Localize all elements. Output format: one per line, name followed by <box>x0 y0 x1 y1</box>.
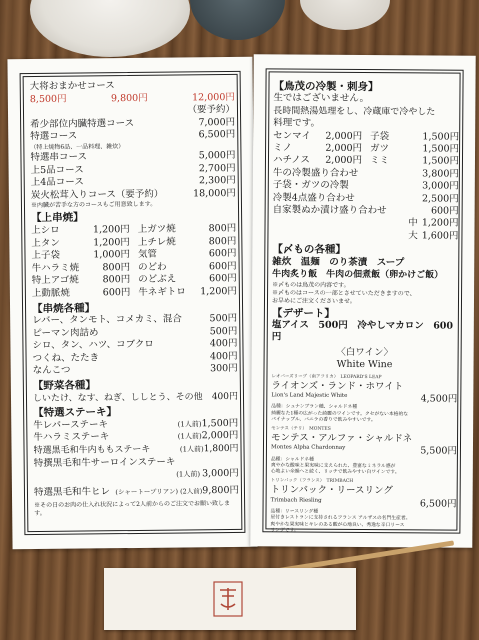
cold-row: 牛の冷製盛り合わせ 3,800円 <box>272 167 459 180</box>
kushi-row: シロ、タン、ハツ、コブクロ 400円 <box>32 338 238 352</box>
jo-row: 特上アゴ焼 800円 のどぶえ 600円 <box>31 273 237 287</box>
course-footnote: ※内臓が苦手な方のコースもご用意致します。 <box>30 201 157 210</box>
right-content <box>270 78 459 535</box>
restaurant-logo-icon <box>212 580 244 618</box>
section-tori-cold: 【鳥茂の冷製・刺身】 <box>273 80 379 94</box>
cold-row: 冷製4点盛り合わせ 2,500円 <box>272 192 459 205</box>
rice-row: 中 1,200円 <box>408 217 459 230</box>
wine-name: ライオンズ・ランド・ホワイト <box>271 379 404 392</box>
section-kushi: 【串焼各種】 <box>31 301 96 315</box>
intro-line: 生ではございません。 <box>273 92 370 105</box>
section-jo-kushi: 【上串焼】 <box>31 211 84 225</box>
course-row: 上4品コース 2,300円 <box>30 175 236 189</box>
omakase-note: （要予約） <box>187 104 236 116</box>
intro-line: 料理です。 <box>273 117 321 129</box>
kushi-row: つくね、たたき 400円 <box>32 350 238 364</box>
menu-right-page <box>250 54 475 548</box>
jo-row: 上動脈焼 600円 牛ネギトロ 1,200円 <box>31 285 237 299</box>
jo-row: 上シロ 1,200円 上ガツ焼 800円 <box>31 222 237 236</box>
course-row: 特選串コース 5,000円 <box>30 149 236 164</box>
steak-row: 牛レバーステーキ (1人前) 1,500円 <box>33 417 239 431</box>
course-note: （特上焼物6品、一品料理、雑炊） <box>30 143 125 152</box>
shime-line: 牛肉炙り飯 牛肉の佃煮飯（卵かけご飯） <box>272 269 444 281</box>
wine-heading-jp: 〈白ワイン〉 <box>336 346 394 358</box>
wine-entry: トリンバック（フランス） TRIMBACH トリンバック・リースリング Trimbach Riesling 6,500円 品種：リースリング種 星付きレストランに支持されるフランス アルザスの名門生産者。 爽やかな果実味とキレのある酸が心地良い、秀逸な辛口リース リングです。 <box>270 478 457 534</box>
dessert-line: 塩アイス 500円 冷やしマカロン 600円 <box>271 319 454 343</box>
yasai-row: しいたけ、なす、ねぎ、ししとう、その他 400円 <box>32 391 239 404</box>
chopstick-sleeve <box>104 568 356 630</box>
wine-heading-en: White Wine <box>336 358 393 371</box>
left-content <box>30 79 240 519</box>
course-row: 希少部位内臓特選コース 7,000円 <box>30 116 236 130</box>
steak-row: 特選黒毛和牛内ももステーキ (1人前) 1,800円 <box>33 443 239 457</box>
shime-line: 雑炊 温麺 のり茶漬 スープ <box>272 256 405 268</box>
wine-entry: レオパーズリープ（南アフリカ） LEOPARD'S LEAP ライオンズ・ランド・ホワイト Lion's Land Majestic White 4,500円 品種：シュナンブラン種、シャルドネ種 綺麗なた1種の広がった綺麗のワインです。クセがない本格的な パイナップル、バニラの香りで飲みやすいです。 <box>271 373 458 423</box>
steak-row: 牛ハラミステーキ (1人前) 2,000円 <box>33 430 239 444</box>
section-steak: 【特選ステーキ】 <box>33 406 118 420</box>
steak-row: 特選黒毛和牛ヒレ (シャートーブリアン) (2人前) 9,800円 <box>33 484 240 498</box>
shime-note: ※〆ものは鳥茂の内容です。 <box>272 280 350 289</box>
wine-name: モンテス・アルファ・シャルドネ <box>271 432 413 445</box>
menu-footer-note: ※その日のお肉の仕入れ状況によって2人前からのご注文でお願い致します。 <box>34 500 230 518</box>
cold-row: 子袋・ガツの冷製 3,000円 <box>272 179 459 192</box>
jo-row: 上タン 1,200円 上チレ焼 800円 <box>31 235 237 249</box>
kushi-row: なんこつ 300円 <box>32 363 238 377</box>
kushi-row: ピーマン肉詰め 500円 <box>32 325 238 339</box>
sashimi-row: センマイ 2,000円 子袋 1,500円 <box>273 129 460 143</box>
wine-entry: モンテス（チリ） MONTES モンテス・アルファ・シャルドネ Montes Alpha Chardonnay 5,500円 品種：シャルドネ種 爽やかな酸味と果実味に支えられた、豊富なミネラル感が 心地よい余韻へと続く、リッチで飲みやすい白ワインです。 <box>270 426 457 476</box>
section-yasai: 【野菜各種】 <box>32 379 96 393</box>
rice-row: 大 1,600円 <box>408 230 459 242</box>
omakase-title: 大将おまかせコース <box>29 80 115 93</box>
menu-left-page <box>7 57 257 550</box>
jo-row: 上子袋 1,000円 気管 600円 <box>31 248 237 262</box>
sashimi-row: ミノ 2,000円 ガツ 1,500円 <box>273 142 460 155</box>
shime-note: お早めにご注文くださいませ。 <box>271 296 356 305</box>
wine-name: トリンバック・リースリング <box>270 484 393 497</box>
cold-row: 自家製ぬか漬け盛り合わせ 600円 <box>272 204 459 217</box>
kushi-row: レバー、タンモト、コメカミ、混合 500円 <box>32 312 238 327</box>
intro-line: 長時間熱湯処理をし、冷蔵庫で冷やした <box>273 106 436 118</box>
section-shime: 【〆もの各種】 <box>272 243 346 257</box>
sashimi-row: ハチノス 2,000円 ミミ 1,500円 <box>272 154 460 168</box>
steak-row: 特撰黒毛和牛サーロインステーキ <box>33 456 176 469</box>
course-row: 上5品コース 2,700円 <box>30 162 236 176</box>
shime-note: ※〆ものはコースの一部とさせていただきますので、 <box>272 288 416 297</box>
course-row: 特選コース 6,500円 <box>30 129 236 143</box>
section-dessert: 【デザート】 <box>271 306 335 320</box>
steak-row: (1人前) 3,000円 <box>176 468 239 480</box>
course-row: 炭火松茸入りコース（要予約） 18,000円 <box>30 187 236 201</box>
omakase-prices: 8,500円 9,800円 12,000円 <box>29 91 235 105</box>
jo-row: 牛ハラミ焼 800円 のどわ 600円 <box>31 260 237 274</box>
